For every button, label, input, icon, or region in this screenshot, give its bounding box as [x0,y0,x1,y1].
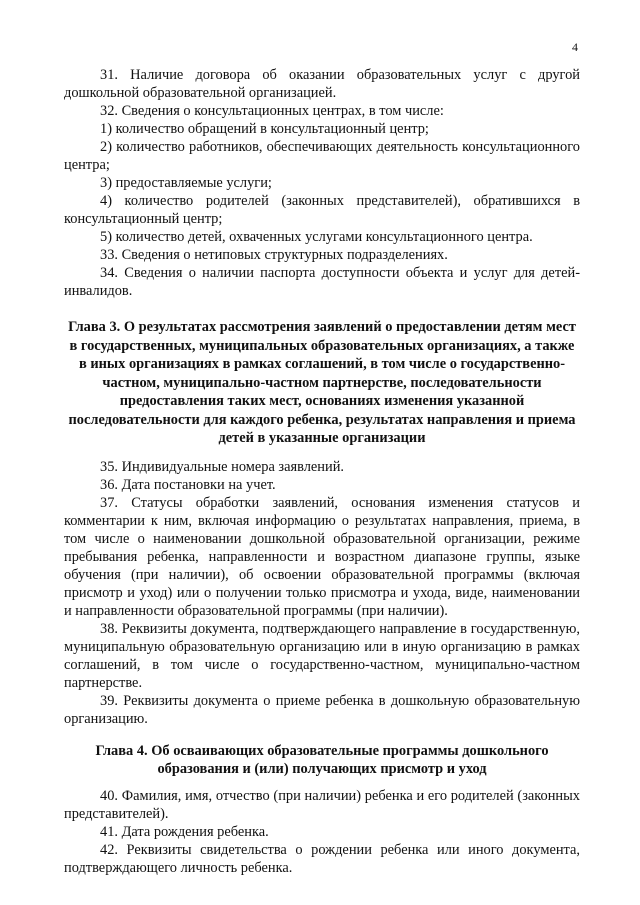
item-31: 31. Наличие договора об оказании образовательных услуг с другой дошкольной образовательной организацией. [64,67,580,101]
item-41: 41. Дата рождения ребенка. [100,823,269,840]
item-32-4: 4) количество родителей (законных представителей), обратившихся в консультационный центр; [64,193,580,227]
item-33: 33. Сведения о нетиповых структурных подразделениях. [100,247,448,263]
chapter-4-heading: Глава 4. Об осваивающих образовательные программы дошкольного образования и (или) получающих присмотр и уход [95,742,549,777]
item-37: 37. Статусы обработки заявлений, основания изменения статусов и комментарии к ним, включая информацию о результатах направления, приема, в том числе о наименовании дошкольной образовательной организации, режиме пребывания ребенка, направленности и возрастном диапазоне группы, языке обучения (при наличии), об освоении образовательной программы (включая присмотр и уход) или о получении только присмотра и ухода, виде, наименовании и направленности образовательной программы (при наличии). [64,494,580,619]
page-number: 4 [572,40,578,54]
item-34: 34. Сведения о наличии паспорта доступности объекта и услуг для детей-инвалидов. [64,265,580,299]
item-32-5: 5) количество детей, охваченных услугами консультационного центра. [100,229,533,245]
item-32-1: 1) количество обращений в консультационный центр; [100,121,429,137]
document-body [64,66,580,877]
item-32-2: 2) количество работников, обеспечивающих деятельность консультационного центра; [64,139,580,173]
item-42: 42. Реквизиты свидетельства о рождении ребенка или иного документа, подтверждающего личность ребенка. [64,841,580,876]
item-39: 39. Реквизиты документа о приеме ребенка в дошкольную образовательную организацию. [64,692,580,727]
item-35: 35. Индивидуальные номера заявлений. [100,458,345,475]
item-38: 38. Реквизиты документа, подтверждающего направление в государственную, муниципальную образовательную организацию или в иную организацию в рамках соглашений, в том числе о государственно-частном, муниципально-частном партнерстве. [64,620,580,691]
chapter-3-heading: Глава 3. О результатах рассмотрения заявлений о предоставлении детям мест в государственных, муниципальных образовательных организациях, а также в иных организациях в рамках соглашений, в том числе о государственно-частном, муниципально-частном партнерстве, последовательности предоставления таких мест, основаниях изменения указанной последовательности для каждого ребенка, результатах направления и приема детей в указанные организации [68,319,576,446]
item-40: 40. Фамилия, имя, отчество (при наличии) ребенка и его родителей (законных представителей). [64,787,580,822]
item-36: 36. Дата постановки на учет. [100,476,276,493]
item-32-3: 3) предоставляемые услуги; [100,175,272,191]
item-32: 32. Сведения о консультационных центрах, в том числе: [100,103,444,119]
